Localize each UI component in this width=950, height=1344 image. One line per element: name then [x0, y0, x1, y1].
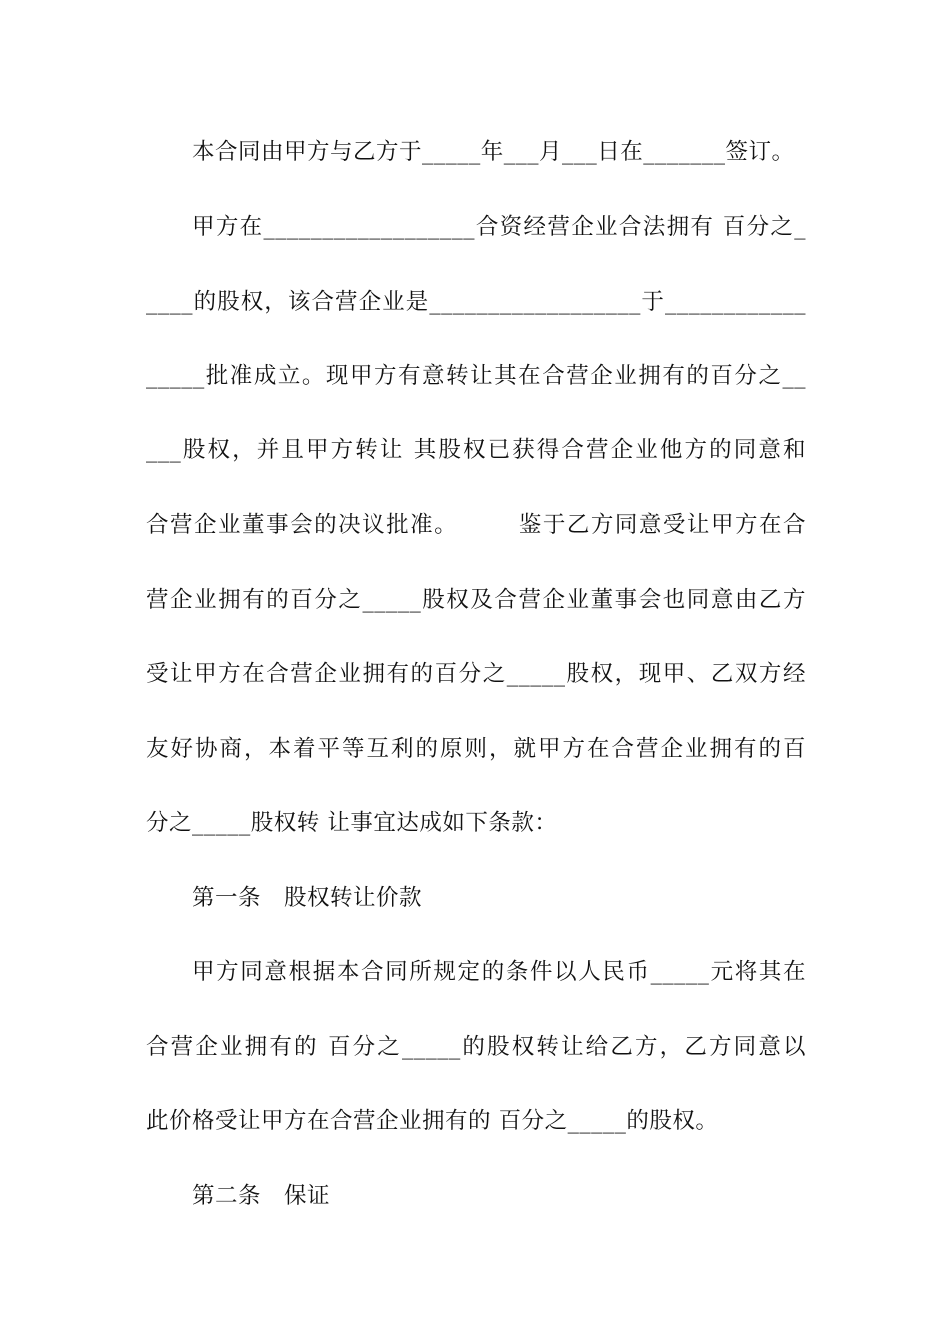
text-line: 合营企业拥有的 百分之_____的股权转让给乙方，乙方同意以	[146, 1034, 806, 1060]
text-line: 合营企业董事会的决议批准。 鉴于乙方同意受让甲方在合	[146, 512, 806, 538]
text-line: ___股权，并且甲方转让 其股权已获得合营企业他方的同意和	[146, 437, 806, 463]
text-line: ____的股权，该合营企业是__________________于____________	[146, 289, 806, 315]
text-line: 受让甲方在合营企业拥有的百分之_____股权，现甲、乙双方经	[146, 661, 806, 687]
text-line: 友好协商，本着平等互利的原则，就甲方在合营企业拥有的百	[146, 736, 806, 762]
text-line: _____批准成立。现甲方有意转让其在合营企业拥有的百分之__	[146, 363, 806, 389]
text-line: 营企业拥有的百分之_____股权及合营企业董事会也同意由乙方	[146, 587, 806, 613]
text-line: 分之_____股权转 让事宜达成如下条款：	[146, 810, 558, 836]
text-line: 甲方在__________________合资经营企业合法拥有 百分之_	[192, 214, 806, 240]
section-heading: 第一条 股权转让价款	[192, 885, 422, 911]
text-line: 本合同由甲方与乙方于_____年___月___日在_______签订。	[192, 139, 795, 165]
section-heading: 第二条 保证	[192, 1183, 330, 1209]
text-line: 此价格受让甲方在合营企业拥有的 百分之_____的股权。	[146, 1108, 719, 1134]
text-line: 甲方同意根据本合同所规定的条件以人民币_____元将其在	[192, 959, 806, 985]
